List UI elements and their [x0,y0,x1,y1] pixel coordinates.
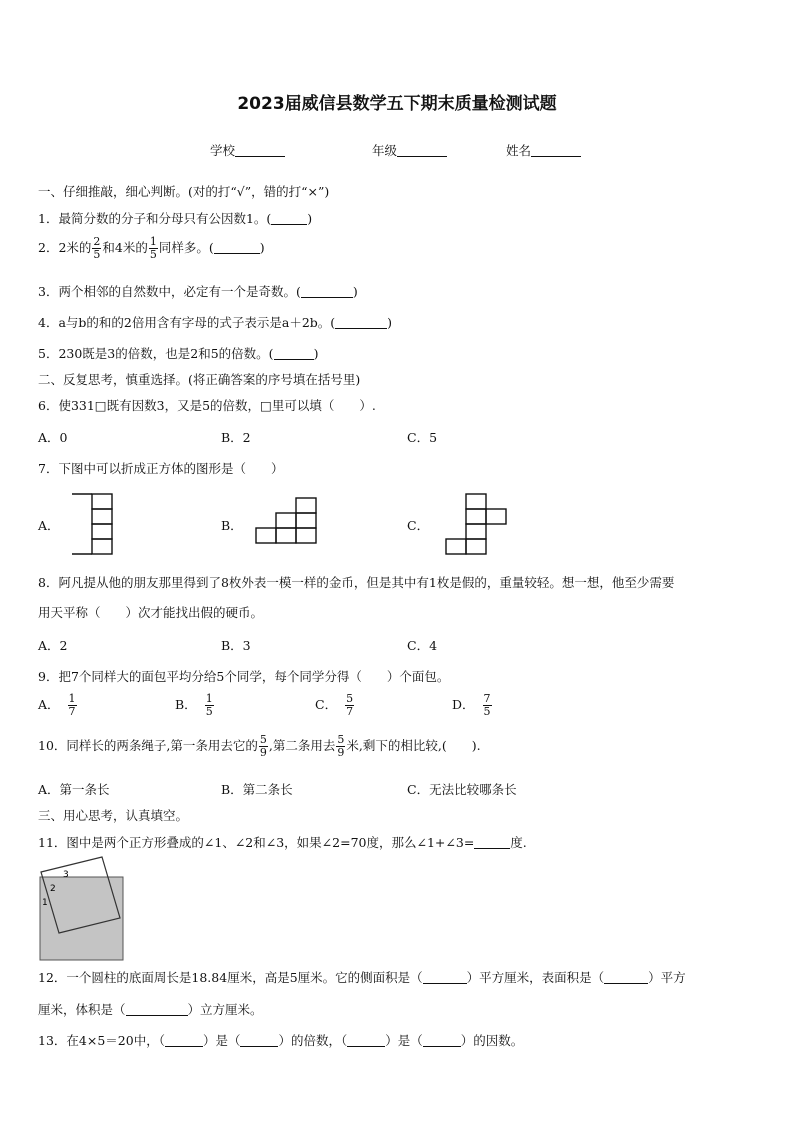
question-10 [38,734,481,759]
numerator: 5 [259,733,267,746]
answer-blank[interactable] [271,211,307,225]
grade-label: 年级 [372,143,398,158]
numerator: 1 [205,692,213,705]
angle-1-label: 1 [42,898,48,908]
question-8-line1: 8．阿凡提从他的朋友那里得到了8枚外表一模一样的金币，但是其中有1枚是假的，重量较轻。想一想，他至少需要 [38,575,675,590]
option-c[interactable]: C．5 [407,430,438,445]
angle-2-label: 2 [50,884,56,894]
denominator: 5 [483,705,491,718]
section-1-heading: 一、仔细推敲，细心判断。(对的打“√”，错的打“×”) [38,184,330,199]
name-field[interactable] [506,141,581,159]
fraction [345,693,354,718]
question-13-text: ）的因数。 [460,1033,524,1048]
close-paren: ) [352,284,358,299]
close-paren: ) [387,315,393,330]
cube-net-a [70,493,114,556]
school-blank[interactable] [235,143,285,157]
question-11-text: 11．图中是两个正方形叠成的∠1、∠2和∠3，如果∠2=70度，那么∠1+∠3= [38,835,475,850]
option-a[interactable] [38,693,78,718]
option-b[interactable]: B．3 [221,638,251,653]
question-1-text: 1．最简分数的分子和分母只有公因数1。( [38,211,272,226]
question-12-line2 [38,1000,263,1018]
question-12-text: ）立方厘米。 [187,1002,263,1017]
question-13-text: ）是（ [385,1033,423,1048]
question-4-text: 4．a与b的和的2倍用含有字母的式子表示是a＋2b。( [38,315,336,330]
option-b[interactable]: B．第二条长 [221,782,293,797]
answer-blank[interactable] [165,1033,203,1047]
answer-blank[interactable] [347,1033,385,1047]
numerator: 5 [346,692,354,705]
question-3 [38,282,358,300]
question-1 [38,209,312,227]
option-b[interactable]: B．2 [221,430,251,445]
section-2-heading: 二、反复思考，慎重选择。(将正确答案的序号填在括号里) [38,372,361,387]
option-c[interactable]: C．4 [407,638,438,653]
answer-blank[interactable] [301,284,353,298]
name-label: 姓名 [506,143,532,158]
close-paren: ) [259,240,265,255]
answer-blank[interactable] [604,970,648,984]
option-a[interactable]: A．0 [38,430,68,445]
fraction [68,693,77,718]
numerator: 7 [483,692,491,705]
fraction [205,693,214,718]
question-3-text: 3．两个相邻的自然数中，必定有一个是奇数。( [38,284,301,299]
question-5 [38,344,318,362]
question-2-post: 同样多。( [158,240,214,255]
question-5-text: 5．230既是3的倍数，也是2和5的倍数。( [38,346,274,361]
option-a[interactable]: A． [38,518,60,533]
answer-blank[interactable] [214,240,260,254]
denominator: 9 [259,746,267,759]
option-label: B． [175,697,197,712]
overlapping-squares-figure [38,856,128,962]
option-label: D． [452,697,475,712]
option-b[interactable] [175,693,215,718]
answer-blank[interactable] [423,970,467,984]
grade-field[interactable] [372,141,447,159]
question-12-text: 厘米，体积是（ [38,1002,126,1017]
option-a[interactable]: A．第一条长 [38,782,110,797]
cube-net-c [443,493,509,557]
answer-blank[interactable] [274,346,314,360]
cube-net-b [255,497,319,545]
question-12-line1 [38,968,686,986]
denominator: 7 [346,705,354,718]
question-11-post: 度. [510,835,527,850]
numerator: 2 [93,235,101,248]
angle-3-label: 3 [63,870,69,880]
question-13-text: ）是（ [202,1033,241,1048]
school-label: 学校 [210,143,236,158]
option-c[interactable] [315,693,355,718]
question-2-mid: 和4米的 [102,240,148,255]
question-12-text: ）平方 [648,970,686,985]
section-3-heading: 三、用心思考，认真填空。 [38,808,189,823]
numerator: 5 [337,733,345,746]
page-title: 2023届威信县数学五下期末质量检测试题 [237,94,557,114]
question-11 [38,833,527,851]
fraction [259,734,268,759]
denominator: 7 [68,705,76,718]
question-2 [38,236,265,261]
question-7: 7．下图中可以折成正方体的图形是（ ） [38,461,284,476]
answer-blank[interactable] [335,315,387,329]
question-2-pre: 2．2米的 [38,240,92,255]
answer-blank[interactable] [240,1033,278,1047]
denominator: 5 [93,248,101,261]
close-paren: ) [307,211,313,226]
fraction [336,734,345,759]
option-label: A． [38,697,60,712]
numerator: 1 [68,692,76,705]
fraction [149,236,158,261]
denominator: 5 [205,705,213,718]
question-10-pre: 10．同样长的两条绳子,第一条用去它的 [38,738,258,753]
denominator: 5 [149,248,157,261]
question-13 [38,1031,523,1049]
option-c[interactable]: C． [407,518,430,533]
question-13-text: 13．在4×5＝20中，（ [38,1033,165,1048]
school-field[interactable] [210,141,285,159]
option-c[interactable]: C．无法比较哪条长 [407,782,517,797]
option-b[interactable]: B． [221,518,243,533]
numerator: 1 [149,235,157,248]
question-6: 6．使331□既有因数3，又是5的倍数，□里可以填（ ）. [38,398,376,413]
question-8-line2: 用天平称（ ）次才能找出假的硬币。 [38,605,264,620]
answer-blank[interactable] [423,1033,461,1047]
denominator: 9 [337,746,345,759]
name-blank[interactable] [531,143,581,157]
grade-blank[interactable] [397,143,447,157]
answer-blank[interactable] [126,1002,188,1016]
question-13-text: ）的倍数，（ [278,1033,348,1048]
question-10-post: 米,剩下的相比较,( ). [346,738,481,753]
fraction [483,693,492,718]
question-12-text: ）平方厘米，表面积是（ [466,970,605,985]
question-9: 9．把7个同样大的面包平均分给5个同学，每个同学分得（ ）个面包。 [38,669,450,684]
fraction [92,236,101,261]
option-label: C． [315,697,338,712]
question-12-text: 12．一个圆柱的底面周长是18.84厘米，高是5厘米。它的侧面积是（ [38,970,423,985]
close-paren: ) [313,346,319,361]
option-d[interactable] [452,693,493,718]
question-4 [38,313,392,331]
question-10-mid: ,第二条用去 [268,738,336,753]
answer-blank[interactable] [474,835,510,849]
option-a[interactable]: A．2 [38,638,68,653]
